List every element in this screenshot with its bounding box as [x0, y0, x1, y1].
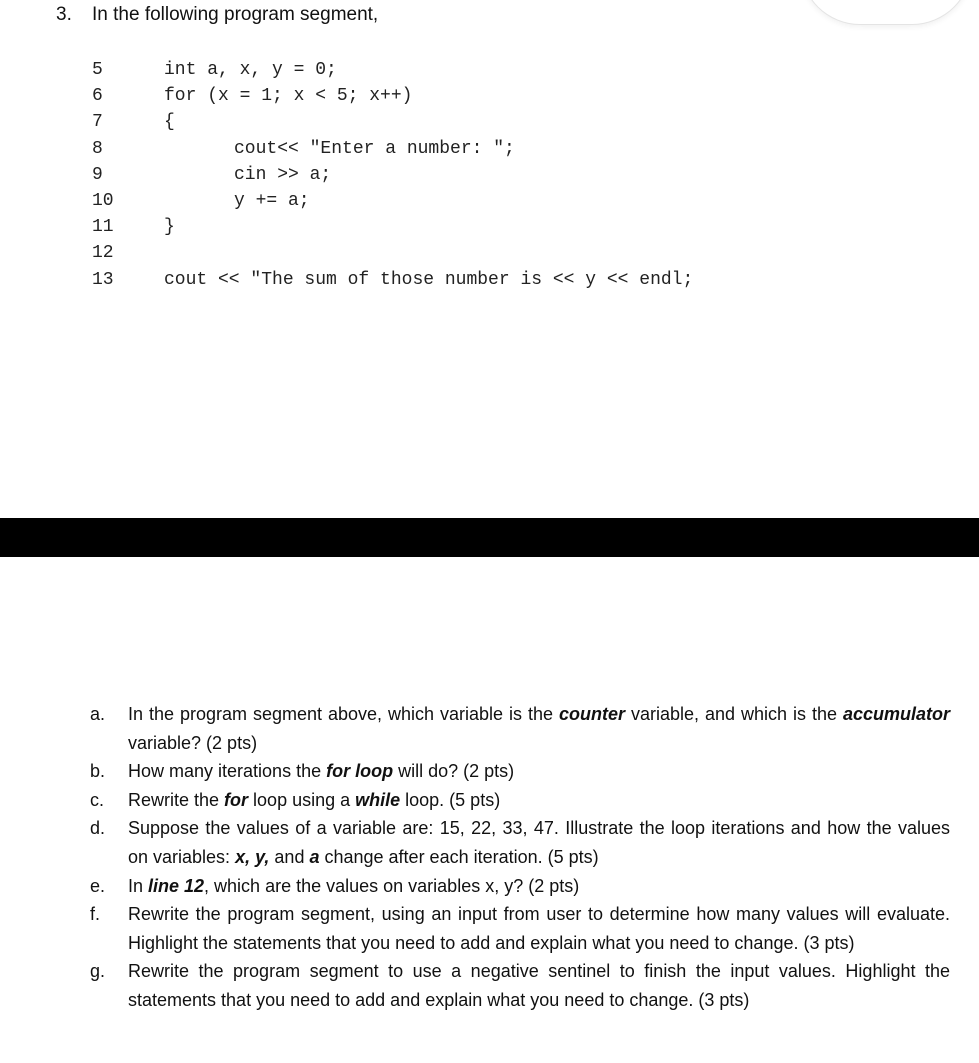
text-segment: and: [269, 846, 310, 867]
text-segment: Rewrite the program segment, using an input from user to determine how many values will evaluate. Highlight the statements that you need to add and explain what you need to change. (3 pts): [128, 904, 950, 953]
emphasis-text: counter: [558, 704, 625, 724]
sub-question-letter: d.: [90, 818, 106, 839]
sub-question-text: [128, 872, 950, 901]
sub-question-text: [128, 700, 950, 757]
question-title: In the following program segment,: [92, 4, 379, 25]
code-line: [90, 214, 850, 240]
redaction-bar: [0, 518, 979, 557]
code-listing: [90, 57, 850, 293]
emphasis-text: for: [224, 789, 249, 810]
sub-question-text: [128, 814, 950, 871]
line-number: 9: [92, 164, 103, 185]
sub-question: [90, 900, 950, 957]
sub-question-list: [90, 700, 950, 1015]
line-number: 7: [92, 112, 103, 133]
text-segment: Rewrite the: [128, 789, 225, 810]
text-segment: How many iterations the: [128, 761, 327, 782]
sub-question-letter: f.: [90, 904, 101, 925]
code-text: {: [164, 112, 175, 133]
code-text: y += a;: [234, 190, 310, 211]
code-text: int a, x, y = 0;: [164, 60, 337, 80]
text-segment: Rewrite the program segment to use a negative sentinel to finish the input values. Highlight the statements that you need to add and explain what you need to change. (3 pts): [128, 961, 950, 1010]
line-number: 5: [92, 60, 103, 80]
text-segment: In: [128, 875, 149, 896]
sub-question: [90, 957, 950, 1014]
text-segment: loop. (5 pts): [400, 789, 501, 810]
sub-question: [90, 786, 950, 815]
emphasis-text: line 12: [148, 875, 205, 896]
code-text: for (x = 1; x < 5; x++): [164, 86, 413, 107]
code-line: [90, 109, 850, 135]
code-text: }: [164, 217, 175, 238]
line-number: 8: [92, 138, 103, 159]
line-number: 13: [92, 269, 114, 290]
text-segment: , which are the values on variables x, y? (2 pts): [204, 875, 580, 896]
text-segment: variable? (2 pts): [128, 732, 258, 753]
sub-question-letter: a.: [90, 704, 106, 724]
line-number: 10: [92, 190, 114, 211]
sub-question-text: [128, 757, 950, 786]
emphasis-text: for loop: [326, 761, 394, 782]
sub-question: [90, 757, 950, 786]
sub-question: [90, 872, 950, 901]
text-segment: Suppose the values of a variable are: 15, 22, 33, 47. Illustrate the loop iterations and how the values on variables:: [128, 818, 950, 867]
code-line: [90, 267, 850, 293]
question-heading: [56, 4, 378, 26]
code-line: [90, 162, 850, 188]
code-text: cin >> a;: [234, 164, 332, 185]
code-text: cout << "The sum of those number is << y << endl;: [164, 269, 694, 290]
sub-question-letter: b.: [90, 761, 106, 782]
line-number: 12: [92, 243, 114, 264]
sub-question-text: [128, 900, 950, 957]
code-text: cout<< "Enter a number: ";: [234, 138, 515, 159]
code-line: [90, 83, 850, 109]
code-line: [90, 240, 850, 266]
text-segment: loop using a: [248, 789, 356, 810]
line-number: 11: [92, 217, 114, 238]
sub-question-letter: e.: [90, 875, 106, 896]
sub-question-text: [128, 957, 950, 1014]
code-line: [90, 136, 850, 162]
corner-decoration: [800, 0, 972, 25]
text-segment: variable, and which is the: [625, 704, 843, 724]
sub-question-letter: g.: [90, 961, 106, 982]
text-segment: In the program segment above, which variable is the: [128, 704, 559, 724]
line-number: 6: [92, 86, 103, 107]
emphasis-text: a: [309, 846, 320, 867]
text-segment: change after each iteration. (5 pts): [319, 846, 599, 867]
sub-question-letter: c.: [90, 789, 105, 810]
emphasis-text: while: [355, 789, 401, 810]
sub-question-text: [128, 786, 950, 815]
question-number: 3.: [56, 4, 72, 25]
text-segment: will do? (2 pts): [393, 761, 515, 782]
code-line: [90, 188, 850, 214]
sub-question: [90, 700, 950, 757]
emphasis-text: accumulator: [842, 704, 950, 724]
emphasis-text: x, y,: [235, 846, 270, 867]
code-line: [90, 57, 850, 83]
sub-question: [90, 814, 950, 871]
